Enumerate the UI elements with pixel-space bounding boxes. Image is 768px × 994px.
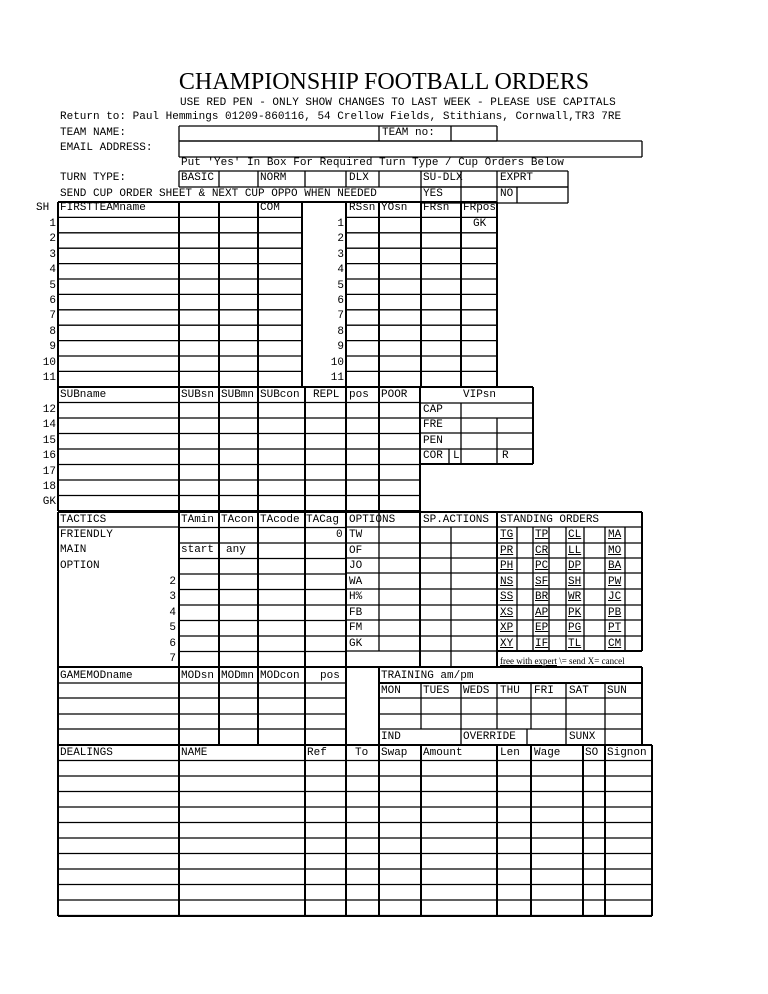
tacag-header: TACag — [306, 514, 340, 526]
dealings-header: Signon — [607, 747, 647, 759]
first-team-row-number: 7 — [49, 310, 56, 323]
turn-type-label: TURN TYPE: — [60, 172, 127, 184]
standing-order-code: CR — [535, 544, 549, 557]
subcon-header: SUBcon — [260, 389, 300, 401]
standing-order-code: MO — [608, 544, 622, 557]
standing-order-code: PW — [608, 575, 622, 588]
dealings-header: Swap — [381, 747, 408, 759]
option-number: 7 — [169, 653, 176, 665]
training-sunx: SUNX — [569, 731, 596, 743]
standing-order-code: IF — [535, 637, 549, 650]
standing-order-code: SS — [500, 591, 514, 603]
team-no-label: TEAM no: — [382, 127, 435, 139]
first-team-row-number: 9 — [49, 341, 56, 354]
first-team-right-row-number: 5 — [337, 279, 344, 292]
option-number: 2 — [169, 575, 176, 588]
standing-order-code: DP — [568, 560, 582, 572]
standing-order-code: NS — [500, 575, 514, 588]
first-team-right-row-number: 1 — [337, 218, 344, 230]
frsn-header: FRsn — [423, 202, 450, 214]
standing-order-code: XP — [500, 622, 514, 634]
return-address: Return to: Paul Hemmings 01209-860116, 54 Crellow Fields, Stithians, Cornwall,TR3 7RE — [60, 111, 622, 123]
option-code: GK — [349, 637, 363, 650]
com-header: COM — [260, 202, 280, 214]
option-number: 6 — [169, 637, 176, 650]
turn-type-exprt: EXPRT — [500, 172, 534, 184]
subname-header: SUBname — [60, 389, 107, 401]
dealings-header: Amount — [423, 747, 463, 759]
first-team-row-number: 8 — [49, 325, 56, 338]
standing-order-code: TL — [568, 637, 582, 650]
vipsn-header: VIPsn — [463, 389, 497, 401]
dealings-header: Len — [500, 747, 520, 759]
standing-order-code: JC — [608, 591, 622, 603]
option-code: TW — [349, 529, 363, 541]
tactic-friendly: FRIENDLY — [60, 529, 113, 541]
footnote — [500, 656, 625, 666]
dealings-header: DEALINGS — [60, 747, 113, 759]
tactics-header: TACTICS — [60, 514, 107, 526]
dealings-header: NAME — [181, 747, 208, 759]
modcon-header: MODcon — [260, 670, 300, 682]
training-day: WEDS — [463, 685, 490, 697]
option-code: JO — [349, 560, 363, 572]
training-day: SAT — [569, 685, 589, 697]
standing-order-code: PC — [535, 560, 549, 572]
vip-cor: COR — [423, 450, 443, 462]
turn-type-su-dlx: SU-DLX — [423, 172, 463, 184]
dealings-header: Wage — [534, 747, 561, 759]
mod-pos-header: pos — [320, 670, 340, 682]
instructions: USE RED PEN - ONLY SHOW CHANGES TO LAST WEEK - PLEASE USE CAPITALS — [180, 97, 616, 109]
sp-actions-header: SP.ACTIONS — [423, 514, 490, 526]
first-team-right-row-number: 10 — [330, 356, 344, 369]
gamemod-header: GAMEMODname — [60, 670, 133, 682]
turn-type-basic: BASIC — [181, 172, 215, 184]
standing-order-code: PG — [568, 622, 582, 634]
first-team-row-number: 2 — [49, 233, 56, 246]
footnote-expert: free with expert — [500, 656, 557, 666]
standing-order-code: PR — [500, 544, 514, 557]
standing-order-code: PB — [608, 606, 622, 619]
standing-order-code: LL — [568, 544, 582, 557]
standing-order-code: TG — [500, 529, 514, 541]
vip-pen: PEN — [423, 435, 443, 447]
options-header: OPTIONS — [349, 514, 396, 526]
training-header: TRAINING am/pm — [381, 670, 474, 682]
yosn-header: YOsn — [381, 202, 408, 214]
option-code: FM — [349, 622, 363, 634]
standing-order-code: PK — [568, 606, 582, 619]
training-day: MON — [381, 685, 401, 697]
tactic-main: MAIN — [60, 544, 87, 556]
sub-row-number: GK — [42, 496, 56, 509]
sub-row-number: 18 — [42, 481, 56, 493]
turn-note: Put 'Yes' In Box For Required Turn Type / Cup Orders Below — [181, 157, 564, 169]
training-day: SUN — [607, 685, 627, 697]
first-team-row-number: 5 — [49, 279, 56, 292]
sh-label: SH — [36, 202, 50, 214]
first-team-row-number: 4 — [49, 264, 56, 277]
first-team-right-row-number: 6 — [337, 295, 344, 307]
option-code: H% — [349, 591, 363, 603]
subsn-header: SUBsn — [181, 389, 215, 401]
first-team-right-row-number: 9 — [337, 341, 344, 354]
turn-type-norm: NORM — [260, 172, 287, 184]
frpos-gk: GK — [473, 218, 487, 230]
rssn-header: RSsn — [349, 202, 376, 214]
turn-type-dlx: DLX — [349, 172, 369, 184]
first-team-right-row-number: 4 — [337, 264, 344, 277]
frpos-header: FRpos — [463, 202, 497, 214]
training-day: THU — [500, 685, 520, 697]
vip-cor-right: R — [502, 450, 509, 462]
standing-order-code: CM — [608, 637, 622, 650]
sub-row-number: 16 — [42, 450, 56, 463]
standing-order-code: SF — [535, 575, 549, 588]
main-tamin: start — [181, 544, 215, 556]
vip-fre: FRE — [423, 419, 443, 431]
cup-label: SEND CUP ORDER SHEET & NEXT CUP OPPO WHEN NEEDED — [60, 188, 377, 200]
email-label: EMAIL ADDRESS: — [60, 142, 153, 154]
sub-row-number: 12 — [42, 404, 56, 416]
pos-header: pos — [349, 389, 369, 401]
tacon-header: TAcon — [221, 514, 255, 526]
first-team-row-number: 11 — [42, 372, 56, 384]
standing-order-code: SH — [568, 575, 582, 588]
option-number: 3 — [169, 591, 176, 603]
standing-orders-header: STANDING ORDERS — [500, 514, 600, 526]
option-code: OF — [349, 544, 363, 557]
standing-order-code: AP — [535, 606, 549, 619]
tacode-header: TAcode — [260, 514, 300, 526]
first-team-row-number: 1 — [49, 218, 56, 230]
first-team-right-row-number: 11 — [330, 372, 344, 384]
first-team-right-row-number: 7 — [337, 310, 344, 323]
training-day: FRI — [534, 685, 554, 697]
first-team-name-header: FIRSTTEAMname — [60, 202, 146, 214]
training-override: OVERRIDE — [463, 731, 516, 743]
team-name-label: TEAM NAME: — [60, 127, 127, 139]
repl-header: REPL — [313, 389, 340, 401]
standing-order-code: TP — [535, 529, 549, 541]
standing-order-code: XS — [500, 606, 514, 619]
cup-no: NO — [500, 188, 514, 200]
tactic-option: OPTION — [60, 560, 100, 572]
main-tacon: any — [226, 544, 246, 556]
option-number: 5 — [169, 622, 176, 634]
standing-order-code: CL — [568, 529, 582, 541]
standing-order-code: PT — [608, 622, 622, 634]
vip-cap: CAP — [423, 404, 443, 416]
vip-cor-left: L — [453, 450, 460, 462]
sub-row-number: 14 — [42, 419, 56, 432]
training-ind: IND — [381, 731, 401, 743]
first-team-row-number: 3 — [49, 248, 56, 261]
first-team-row-number: 6 — [49, 295, 56, 307]
tamin-header: TAmin — [181, 514, 215, 526]
first-team-row-number: 10 — [42, 356, 56, 369]
first-team-right-row-number: 2 — [337, 233, 344, 246]
dealings-header: To — [355, 747, 369, 759]
sub-row-number: 15 — [42, 434, 56, 447]
friendly-tacag: 0 — [336, 529, 343, 541]
footnote-keys: \= send X= cancel — [559, 656, 625, 666]
standing-order-code: BA — [608, 560, 622, 572]
standing-order-code: WR — [568, 591, 582, 603]
option-code: WA — [349, 575, 363, 588]
first-team-right-row-number: 8 — [337, 325, 344, 338]
option-number: 4 — [169, 606, 176, 619]
form-title: CHAMPIONSHIP FOOTBALL ORDERS — [178, 69, 590, 95]
training-day: TUES — [423, 685, 450, 697]
standing-order-code: BR — [535, 591, 549, 603]
standing-order-code: PH — [500, 560, 514, 572]
standing-order-code: XY — [500, 637, 514, 650]
poor-header: POOR — [381, 389, 408, 401]
standing-order-code: MA — [608, 529, 622, 541]
option-code: FB — [349, 606, 363, 619]
modmn-header: MODmn — [221, 670, 255, 682]
dealings-header: SO — [585, 747, 599, 759]
modsn-header: MODsn — [181, 670, 215, 682]
dealings-header: Ref — [307, 747, 327, 759]
submn-header: SUBmn — [221, 389, 255, 401]
first-team-right-row-number: 3 — [337, 248, 344, 261]
cup-yes: YES — [423, 188, 443, 200]
standing-order-code: EP — [535, 622, 549, 634]
sub-row-number: 17 — [42, 465, 56, 478]
